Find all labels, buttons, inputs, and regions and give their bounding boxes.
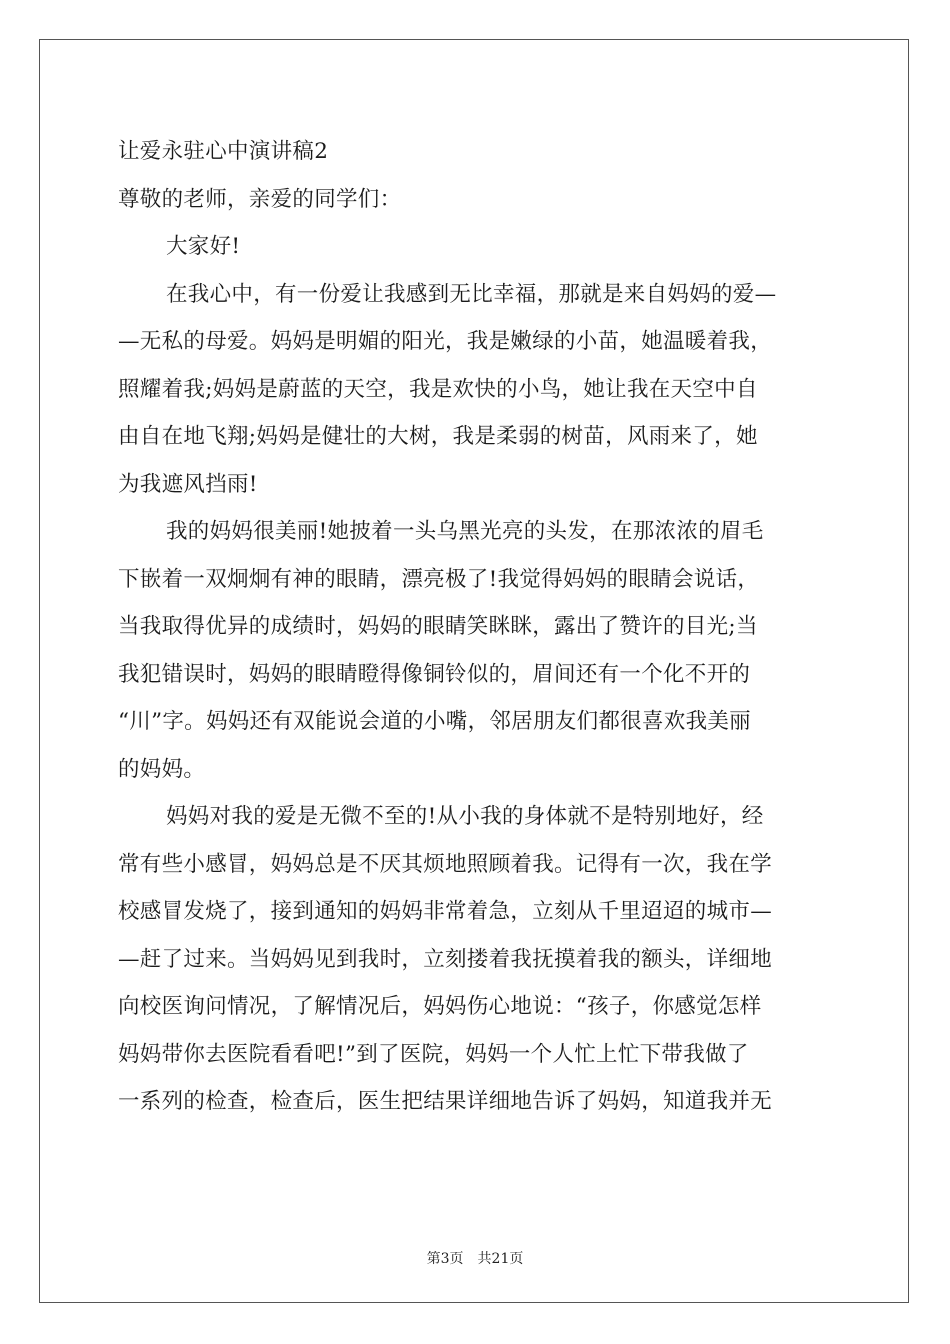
paragraph: [118, 793, 834, 1126]
paragraph: [118, 271, 834, 509]
paragraph-line: —赶了过来。当妈妈见到我时，立刻搂着我抚摸着我的额头，详细地: [118, 946, 773, 972]
paragraph-line: 妈妈对我的爱是无微不至的!从小我的身体就不是特别地好，经: [166, 804, 764, 829]
salutation: 尊敬的老师，亲爱的同学们：: [118, 186, 402, 212]
paragraph-line: 我犯错误时，妈妈的眼睛瞪得像铜铃似的，眉间还有一个化不开的: [118, 661, 751, 687]
paragraph-line: 一系列的检查，检查后，医生把结果详细地告诉了妈妈，知道我并无: [118, 1089, 773, 1114]
paragraph-line: 的妈妈。: [118, 756, 206, 782]
paragraph: [118, 223, 834, 271]
paragraph-line: 常有些小感冒，妈妈总是不厌其烦地照顾着我。记得有一次，我在学: [118, 851, 773, 877]
paragraph-line: “川”字。妈妈还有双能说会道的小嘴，邻居朋友们都很喜欢我美丽: [118, 709, 751, 734]
paragraph-line: —无私的母爱。妈妈是明媚的阳光，我是嫩绿的小苗，她温暖着我，: [118, 329, 773, 354]
paragraph: [118, 508, 834, 793]
paragraph-line: 由自在地飞翔;妈妈是健壮的大树，我是柔弱的树苗，风雨来了，她: [118, 424, 758, 449]
paragraph-line: 大家好!: [166, 234, 241, 259]
paragraph-line: 在我心中，有一份爱让我感到无比幸福，那就是来自妈妈的爱—: [166, 281, 777, 307]
paragraph-line: 当我取得优异的成绩时，妈妈的眼睛笑眯眯，露出了赞许的目光;当: [118, 614, 758, 639]
page-number: 第3页: [426, 1251, 464, 1267]
paragraph-line: 妈妈带你去医院看看吧!”到了医院，妈妈一个人忙上忙下带我做了: [118, 1041, 749, 1067]
paragraph-line: 下嵌着一双炯炯有神的眼睛，漂亮极了!我觉得妈妈的眼睛会说话，: [118, 566, 760, 592]
paragraph-line: 向校医询问情况，了解情况后，妈妈伤心地说：“孩子，你感觉怎样: [118, 994, 762, 1019]
paragraph-line: 为我遮风挡雨!: [118, 471, 258, 497]
page-total: 共21页: [477, 1251, 524, 1267]
document-title: 让爱永驻心中演讲稿2: [118, 139, 329, 164]
paragraph-line: 校感冒发烧了，接到通知的妈妈非常着急，立刻从千里迢迢的城市—: [118, 899, 773, 924]
paragraph-line: 我的妈妈很美丽!她披着一头乌黑光亮的头发，在那浓浓的眉毛: [166, 519, 764, 544]
page-footer: [0, 1248, 950, 1268]
paragraph-line: 照耀着我;妈妈是蔚蓝的天空，我是欢快的小鸟，她让我在天空中自: [118, 376, 758, 402]
document-body: [118, 128, 834, 1126]
